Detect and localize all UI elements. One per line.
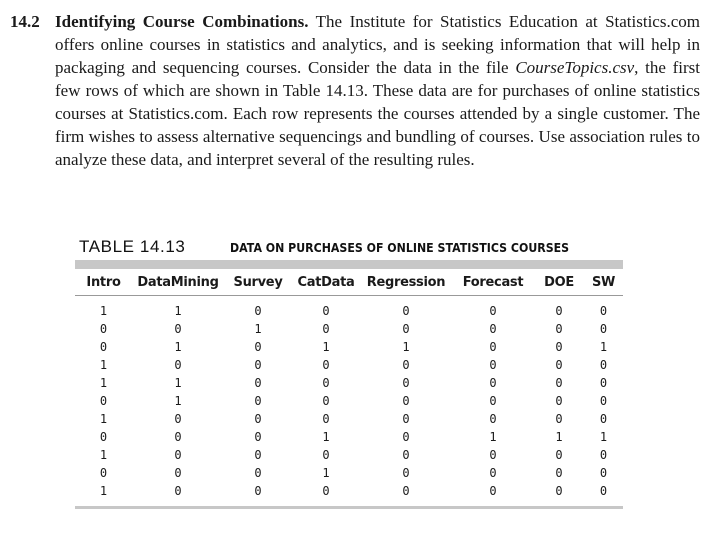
table-cell: 1	[322, 340, 330, 354]
table-cell: 1	[322, 430, 330, 444]
table-cell: 0	[555, 376, 563, 390]
table-caption	[75, 232, 623, 260]
table-cell: 0	[599, 322, 608, 336]
table-cell: 1	[99, 358, 108, 372]
table-cell: 0	[254, 430, 262, 444]
table-cell: 1	[99, 304, 108, 318]
table-cell: 0	[402, 430, 410, 444]
table-cell: 0	[555, 466, 563, 480]
table-header-row	[75, 269, 623, 295]
table-14-13	[75, 232, 623, 509]
table-cell: 0	[489, 484, 497, 498]
table-cell: 0	[254, 376, 262, 390]
table-row	[75, 320, 623, 338]
table-row	[75, 338, 623, 356]
table-cell: 0	[174, 358, 182, 372]
table-cell: 0	[555, 340, 563, 354]
purchases-table	[75, 269, 623, 500]
table-cell: 0	[489, 304, 497, 318]
table-label: TABLE 14.13	[79, 237, 186, 256]
table-cell: 0	[99, 466, 108, 480]
table-cell: 0	[599, 484, 608, 498]
table-cell: 1	[99, 484, 108, 498]
table-row	[75, 410, 623, 428]
problem-text-2: , the first few rows of which are shown in Table 14.13. These data are for purchases of online statistics courses at Statistics.com. Each row represents the courses attended by a single customer. The firm wishes to assess alternative sequencings and bundling of courses. Use association rules to analyze these data, and interpret several of the resulting rules.	[55, 58, 700, 169]
problem-14-2	[10, 10, 700, 171]
table-cell: 1	[489, 430, 497, 444]
table-cell: 0	[254, 466, 262, 480]
table-cell: 0	[555, 358, 563, 372]
table-cell: 0	[402, 304, 410, 318]
table-cell: 0	[99, 340, 108, 354]
table-row	[75, 464, 623, 482]
table-cell: 1	[599, 430, 608, 444]
table-cell: 0	[489, 466, 497, 480]
table-cell: 0	[254, 394, 262, 408]
table-cell: 1	[599, 340, 608, 354]
problem-number: 14.2	[10, 12, 40, 31]
problem-filename: CourseTopics.csv	[515, 58, 635, 77]
table-cell: 0	[322, 376, 330, 390]
column-header: Intro	[86, 274, 121, 290]
table-cell: 0	[254, 304, 262, 318]
table-cell: 0	[489, 412, 497, 426]
table-cell: 0	[402, 376, 410, 390]
table-cell: 0	[174, 466, 182, 480]
table-cell: 1	[174, 304, 182, 318]
table-cell: 0	[555, 484, 563, 498]
column-header: DataMining	[137, 274, 219, 290]
table-cell: 0	[599, 376, 608, 390]
table-cell: 0	[254, 358, 262, 372]
table-cell: 0	[489, 322, 497, 336]
table-cell: 0	[174, 412, 182, 426]
table-cell: 0	[254, 484, 262, 498]
table-cell: 0	[322, 484, 330, 498]
table-cell: 1	[99, 448, 108, 462]
table-row	[75, 482, 623, 500]
table-cell: 1	[174, 376, 182, 390]
table-subtitle: DATA ON PURCHASES OF ONLINE STATISTICS COURSES	[230, 240, 570, 255]
problem-text-1: The Institute for Statistics Education at Statistics.com offers online courses in statistics and analytics, and is seeking information that will help in packaging and sequencing courses. Consider the data in the file	[55, 12, 700, 77]
table-row	[75, 392, 623, 410]
table-cell: 0	[254, 340, 262, 354]
table-cell: 0	[555, 322, 563, 336]
table-cell: 0	[322, 304, 330, 318]
table-cell: 0	[599, 412, 608, 426]
problem-body	[55, 10, 700, 171]
table-cell: 0	[174, 448, 182, 462]
table-row	[75, 374, 623, 392]
table-cell: 1	[174, 340, 182, 354]
table-cell: 0	[489, 448, 497, 462]
table-cell: 0	[402, 322, 410, 336]
table-cell: 0	[599, 466, 608, 480]
table-cell: 0	[599, 394, 608, 408]
table-cell: 0	[489, 394, 497, 408]
table-row	[75, 446, 623, 464]
table-cell: 1	[99, 412, 108, 426]
column-header: Survey	[233, 274, 283, 290]
table-cell: 0	[174, 484, 182, 498]
table-cell: 0	[402, 412, 410, 426]
table-cell: 0	[99, 430, 108, 444]
table-cell: 0	[402, 484, 410, 498]
column-header: CatData	[297, 274, 355, 290]
table-cell: 0	[322, 358, 330, 372]
table-cell: 0	[99, 322, 108, 336]
table-cell: 0	[322, 394, 330, 408]
table-cell: 1	[555, 430, 563, 444]
table-cell: 0	[555, 394, 563, 408]
table-body	[75, 296, 623, 501]
table-cell: 0	[599, 448, 608, 462]
table-cell: 0	[402, 448, 410, 462]
table-cell: 0	[402, 394, 410, 408]
table-cell: 1	[402, 340, 410, 354]
table-cell: 0	[322, 322, 330, 336]
problem-title: Identifying Course Combinations.	[55, 12, 309, 31]
table-cell: 0	[489, 340, 497, 354]
table-row	[75, 428, 623, 446]
table-cell: 0	[174, 430, 182, 444]
table-cell: 0	[489, 376, 497, 390]
table-top-bar	[75, 260, 623, 269]
table-row	[75, 356, 623, 374]
table-cell: 0	[555, 412, 563, 426]
table-cell: 0	[555, 304, 563, 318]
column-header: SW	[591, 274, 616, 290]
table-cell: 0	[599, 304, 608, 318]
column-header: DOE	[544, 274, 574, 290]
table-cell: 1	[322, 466, 330, 480]
table-cell: 0	[174, 322, 182, 336]
column-header: Regression	[366, 274, 446, 290]
table-cell: 1	[174, 394, 182, 408]
table-cell: 0	[322, 448, 330, 462]
table-row	[75, 296, 623, 321]
table-cell: 1	[254, 322, 262, 336]
table-cell: 0	[254, 448, 262, 462]
table-cell: 0	[254, 412, 262, 426]
table-cell: 0	[555, 448, 563, 462]
table-cell: 0	[402, 466, 410, 480]
table-cell: 1	[99, 376, 108, 390]
table-bottom-bar	[75, 506, 623, 509]
table-cell: 0	[402, 358, 410, 372]
table-cell: 0	[99, 394, 108, 408]
column-header: Forecast	[462, 274, 524, 290]
table-cell: 0	[599, 358, 608, 372]
table-cell: 0	[489, 358, 497, 372]
table-cell: 0	[322, 412, 330, 426]
